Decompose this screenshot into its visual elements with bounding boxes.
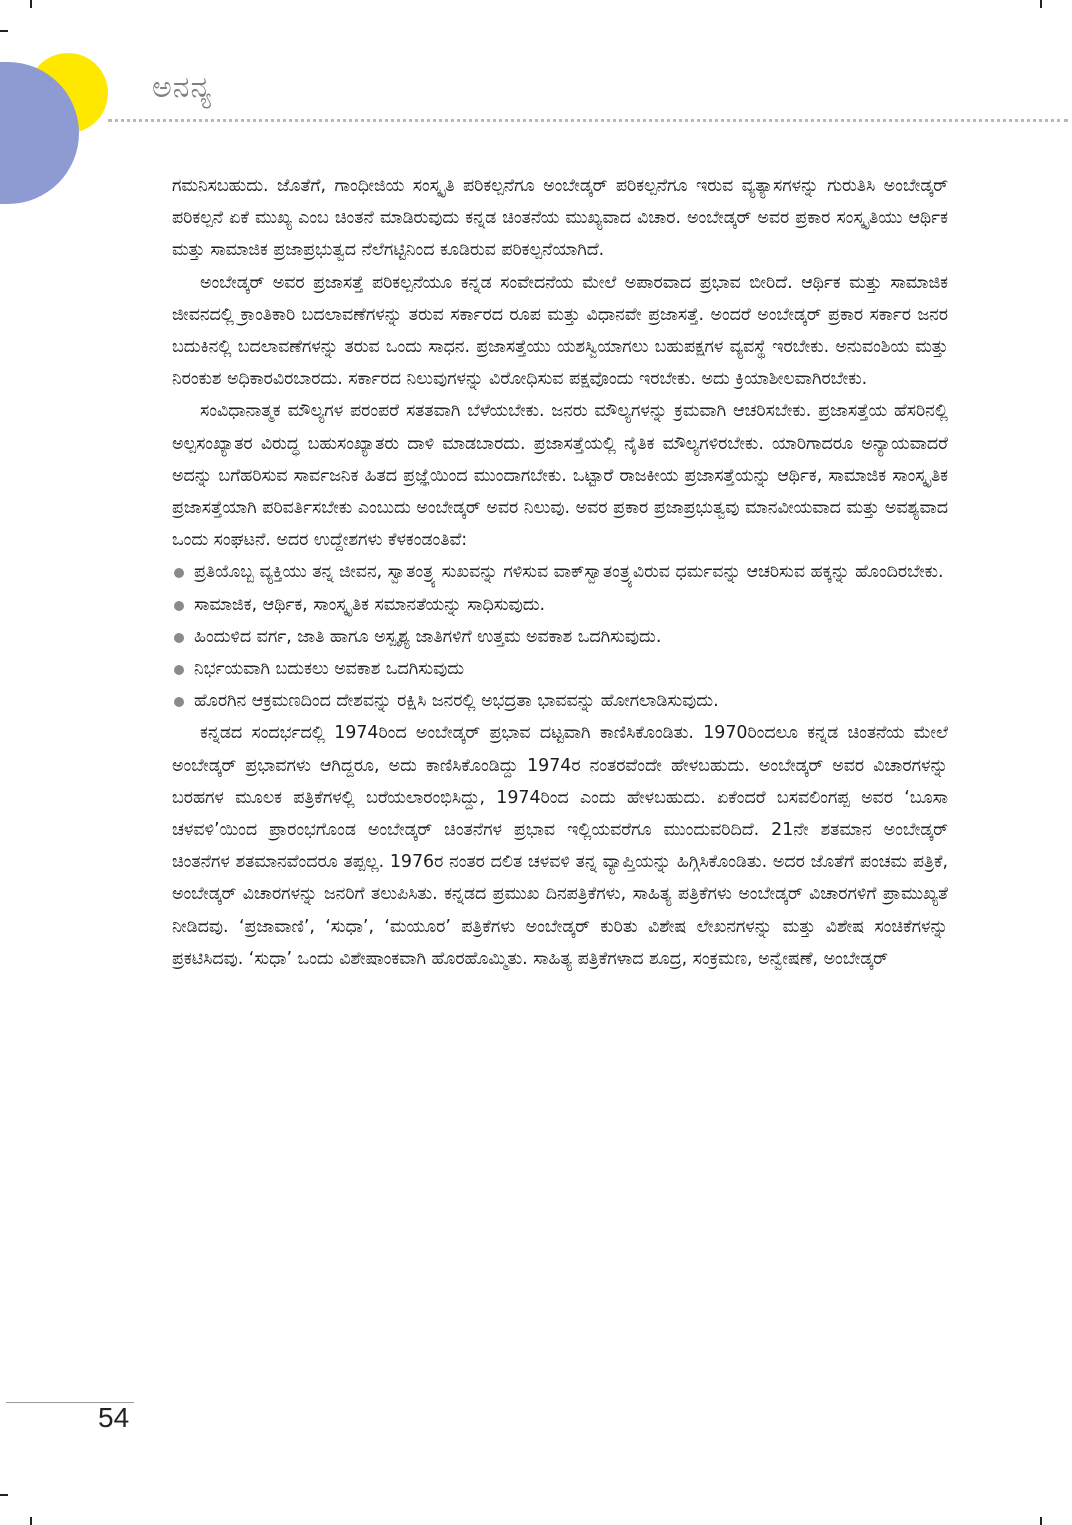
paragraph-3: ಸಂವಿಧಾನಾತ್ಮಕ ಮೌಲ್ಯಗಳ ಪರಂಪರೆ ಸತತವಾಗಿ ಬೆಳೆಯಬೇಕು. ಜನರು ಮೌಲ್ಯಗಳನ್ನು ಕ್ರಮವಾಗಿ ಆಚರಿಸಬೇಕು. ಪ್ರಜಾಸತ್ತೆಯ ಹೆಸರಿನಲ್ಲಿ ಅಲ್ಪಸಂಖ್ಯಾತರ ವಿರುದ್ಧ ಬಹುಸಂಖ್ಯಾತರು ದಾಳಿ ಮಾಡಬಾರದು. ಪ್ರಜಾಸತ್ತೆಯಲ್ಲಿ ನೈತಿಕ ಮೌಲ್ಯಗಳಿರಬೇಕು. ಯಾರಿಗಾದರೂ ಅನ್ಯಾಯವಾದರೆ ಅದನ್ನು ಬಗೆಹರಿಸುವ ಸಾರ್ವಜನಿಕ ಹಿತದ ಪ್ರಜ್ಞೆಯಿಂದ ಮುಂದಾಗಬೇಕು. ಒಟ್ಟಾರೆ ರಾಜಕೀಯ ಪ್ರಜಾಸತ್ತೆಯನ್ನು ಆರ್ಥಿಕ, ಸಾಮಾಜಿಕ ಸಾಂಸ್ಕೃತಿಕ ಪ್ರಜಾಸತ್ತೆಯಾಗಿ ಪರಿವರ್ತಿಸಬೇಕು ಎಂಬುದು ಅಂಬೇಡ್ಕರ್ ಅವರ ನಿಲುವು. ಅವರ ಪ್ರಕಾರ ಪ್ರಜಾಪ್ರಭುತ್ವವು ಮಾನವೀಯವಾದ ಮತ್ತು ಅವಶ್ಯವಾದ ಒಂದು ಸಂಘಟನೆ. ಅದರ ಉದ್ದೇಶಗಳು ಕೆಳಕಂಡಂತಿವೆ:: [172, 401, 948, 551]
bullet-icon: [174, 697, 184, 707]
list-item-text: ಸಾಮಾಜಿಕ, ಆರ್ಥಿಕ, ಸಾಂಸ್ಕೃತಿಕ ಸಮಾನತೆಯನ್ನು ಸಾಧಿಸುವುದು.: [194, 594, 545, 615]
crop-mark-bottom-left: [30, 1517, 32, 1525]
list-item-text: ಹಿಂದುಳಿದ ವರ್ಗ, ಜಾತಿ ಹಾಗೂ ಅಸ್ಪೃಶ್ಯ ಜಾತಿಗಳಿಗೆ ಉತ್ತಮ ಅವಕಾಶ ಒದಗಿಸುವುದು.: [194, 626, 662, 647]
body-text: [172, 170, 948, 975]
paragraph-2: ಅಂಬೇಡ್ಕರ್ ಅವರ ಪ್ರಜಾಸತ್ತೆ ಪರಿಕಲ್ಪನೆಯೂ ಕನ್ನಡ ಸಂವೇದನೆಯ ಮೇಲೆ ಅಪಾರವಾದ ಪ್ರಭಾವ ಬೀರಿದೆ. ಆರ್ಥಿಕ ಮತ್ತು ಸಾಮಾಜಿಕ ಜೀವನದಲ್ಲಿ ಕ್ರಾಂತಿಕಾರಿ ಬದಲಾವಣೆಗಳನ್ನು ತರುವ ಸರ್ಕಾರದ ರೂಪ ಮತ್ತು ವಿಧಾನವೇ ಪ್ರಜಾಸತ್ತೆ. ಅಂದರೆ ಅಂಬೇಡ್ಕರ್ ಪ್ರಕಾರ ಸರ್ಕಾರ ಜನರ ಬದುಕಿನಲ್ಲಿ ಬದಲಾವಣೆಗಳನ್ನು ತರುವ ಒಂದು ಸಾಧನ. ಪ್ರಜಾಸತ್ತೆಯು ಯಶಸ್ವಿಯಾಗಲು ಬಹುಪಕ್ಷಗಳ ವ್ಯವಸ್ಥೆ ಇರಬೇಕು. ಅನುವಂಶಿಯ ಮತ್ತು ನಿರಂಕುಶ ಅಧಿಕಾರವಿರಬಾರದು. ಸರ್ಕಾರದ ನಿಲುವುಗಳನ್ನು ವಿರೋಧಿಸುವ ಪಕ್ಷವೊಂದು ಇರಬೇಕು. ಅದು ಕ್ರಿಯಾಶೀಲವಾಗಿರಬೇಕು.: [172, 272, 948, 390]
paragraph-4: ಕನ್ನಡದ ಸಂದರ್ಭದಲ್ಲಿ 1974ರಿಂದ ಅಂಬೇಡ್ಕರ್ ಪ್ರಭಾವ ದಟ್ಟವಾಗಿ ಕಾಣಿಸಿಕೊಂಡಿತು. 1970ರಿಂದಲೂ ಕನ್ನಡ ಚಿಂತನೆಯ ಮೇಲೆ ಅಂಬೇಡ್ಕರ್ ಪ್ರಭಾವಗಳು ಆಗಿದ್ದರೂ, ಅದು ಕಾಣಿಸಿಕೊಂಡಿದ್ದು 1974ರ ನಂತರವೆಂದೇ ಹೇಳಬಹುದು. ಅಂಬೇಡ್ಕರ್ ಅವರ ವಿಚಾರಗಳನ್ನು ಬರಹಗಳ ಮೂಲಕ ಪತ್ರಿಕೆಗಳಲ್ಲಿ ಬರೆಯಲಾರಂಭಿಸಿದ್ದು, 1974ರಿಂದ ಎಂದು ಹೇಳಬಹುದು. ಏಕೆಂದರೆ ಬಸವಲಿಂಗಪ್ಪ ಅವರ ‘ಬೂಸಾ ಚಳವಳಿ’ಯಿಂದ ಪ್ರಾರಂಭಗೊಂಡ ಅಂಬೇಡ್ಕರ್ ಚಿಂತನೆಗಳ ಪ್ರಭಾವ ಇಲ್ಲಿಯವರೆಗೂ ಮುಂದುವರಿದಿದೆ. 21ನೇ ಶತಮಾನ ಅಂಬೇಡ್ಕರ್ ಚಿಂತನೆಗಳ ಶತಮಾನವೆಂದರೂ ತಪ್ಪಲ್ಲ. 1976ರ ನಂತರ ದಲಿತ ಚಳವಳಿ ತನ್ನ ವ್ಯಾಪ್ತಿಯನ್ನು ಹಿಗ್ಗಿಸಿಕೊಂಡಿತು. ಅದರ ಜೊತೆಗೆ ಪಂಚಮ ಪತ್ರಿಕೆ, ಅಂಬೇಡ್ಕರ್ ವಿಚಾರಗಳನ್ನು ಜನರಿಗೆ ತಲುಪಿಸಿತು. ಕನ್ನಡದ ಪ್ರಮುಖ ದಿನಪತ್ರಿಕೆಗಳು, ಸಾಹಿತ್ಯ ಪತ್ರಿಕೆಗಳು ಅಂಬೇಡ್ಕರ್ ವಿಚಾರಗಳಿಗೆ ಪ್ರಾಮುಖ್ಯತೆ ನೀಡಿದವು. ‘ಪ್ರಜಾವಾಣಿ’, ‘ಸುಧಾ’, ‘ಮಯೂರ’ ಪತ್ರಿಕೆಗಳು ಅಂಬೇಡ್ಕರ್ ಕುರಿತು ವಿಶೇಷ ಲೇಖನಗಳನ್ನು ಮತ್ತು ವಿಶೇಷ ಸಂಚಿಕೆಗಳನ್ನು ಪ್ರಕಟಿಸಿದವು. ‘ಸುಧಾ’ ಒಂದು ವಿಶೇಷಾಂಕವಾಗಿ ಹೊರಹೊಮ್ಮಿತು. ಸಾಹಿತ್ಯ ಪತ್ರಿಕೆಗಳಾದ ಶೂದ್ರ, ಸಂಕ್ರಮಣ, ಅನ್ವೇಷಣೆ, ಅಂಬೇಡ್ಕರ್: [172, 723, 948, 969]
list-item: [172, 589, 948, 621]
running-header-title: ಅನನ್ಯ: [152, 70, 213, 105]
page-number: 54: [98, 1402, 130, 1433]
list-item-text: ನಿರ್ಭಯವಾಗಿ ಬದುಕಲು ಅವಕಾಶ ಒದಗಿಸುವುದು: [194, 659, 465, 680]
list-item-text: ಪ್ರತಿಯೊಬ್ಬ ವ್ಯಕ್ತಿಯು ತನ್ನ ಜೀವನ, ಸ್ವಾತಂತ್ರ್ಯ ಸುಖವನ್ನು ಗಳಿಸುವ ವಾಕ್‌ಸ್ವಾತಂತ್ರ್ಯವಿರುವ ಧರ್ಮವನ್ನು ಆಚರಿಸುವ ಹಕ್ಕನ್ನು ಹೊಂದಿರಬೇಕು.: [194, 562, 944, 583]
list-item: [172, 653, 948, 685]
crop-mark-bottom-right: [1040, 1517, 1042, 1525]
bullet-icon: [174, 568, 184, 578]
list-item: [172, 685, 948, 717]
decorative-circles: [0, 0, 140, 210]
bullet-icon: [174, 633, 184, 643]
objectives-list: [172, 556, 948, 717]
list-item-text: ಹೊರಗಿನ ಆಕ್ರಮಣದಿಂದ ದೇಶವನ್ನು ರಕ್ಷಿಸಿ ಜನರಲ್ಲಿ ಅಭದ್ರತಾ ಭಾವವನ್ನು ಹೋಗಲಾಡಿಸುವುದು.: [194, 691, 719, 712]
crop-mark-top-right: [1040, 0, 1042, 8]
header-dotted-rule: [108, 119, 1068, 122]
bullet-icon: [174, 665, 184, 675]
list-item: [172, 556, 948, 588]
bullet-icon: [174, 601, 184, 611]
list-item: [172, 621, 948, 653]
paragraph-1: ಗಮನಿಸಬಹುದು. ಜೊತೆಗೆ, ಗಾಂಧೀಜಿಯ ಸಂಸ್ಕೃತಿ ಪರಿಕಲ್ಪನೆಗೂ ಅಂಬೇಡ್ಕರ್ ಪರಿಕಲ್ಪನೆಗೂ ಇರುವ ವ್ಯತ್ಯಾಸಗಳನ್ನು ಗುರುತಿಸಿ ಅಂಬೇಡ್ಕರ್ ಪರಿಕಲ್ಪನೆ ಏಕೆ ಮುಖ್ಯ ಎಂಬ ಚಿಂತನೆ ಮಾಡಿರುವುದು ಕನ್ನಡ ಚಿಂತನೆಯ ಮುಖ್ಯವಾದ ವಿಚಾರ. ಅಂಬೇಡ್ಕರ್ ಅವರ ಪ್ರಕಾರ ಸಂಸ್ಕೃತಿಯು ಆರ್ಥಿಕ ಮತ್ತು ಸಾಮಾಜಿಕ ಪ್ರಜಾಪ್ರಭುತ್ವದ ನೆಲೆಗಟ್ಟಿನಿಂದ ಕೂಡಿರುವ ಪರಿಕಲ್ಪನೆಯಾಗಿದೆ.: [172, 176, 948, 261]
crop-mark-left-lower: [0, 1494, 8, 1496]
